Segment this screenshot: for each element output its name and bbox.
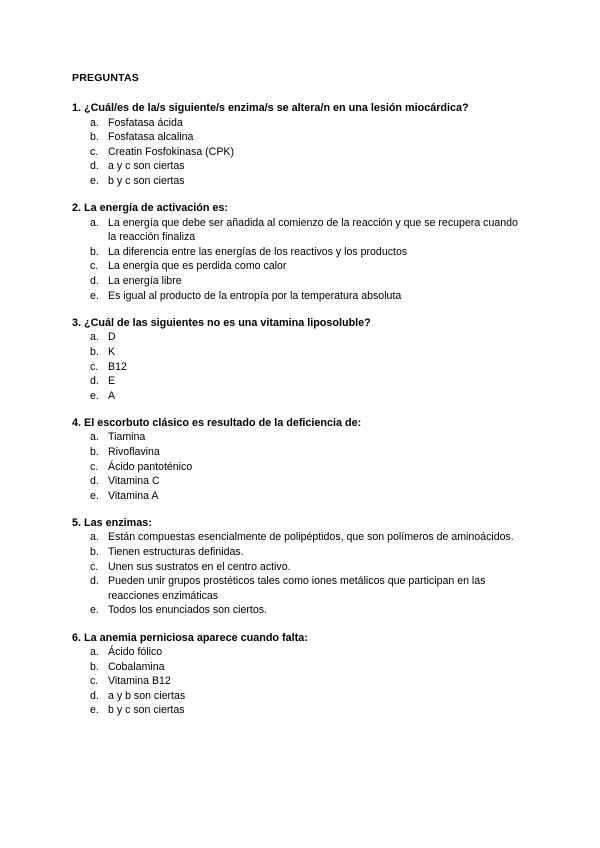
- option-letter: a.: [90, 431, 99, 444]
- option-letter: b.: [90, 445, 99, 458]
- question-5: [72, 516, 528, 618]
- answer-option: [72, 703, 528, 718]
- option-letter: c.: [90, 260, 99, 273]
- answer-option: [72, 360, 528, 375]
- answer-option: [72, 245, 528, 260]
- answer-option: [72, 645, 528, 660]
- answer-option: [72, 674, 528, 689]
- option-letter: d.: [90, 575, 99, 588]
- option-letter: c.: [90, 360, 99, 373]
- answer-options: [72, 645, 528, 718]
- answer-option: [72, 474, 528, 489]
- answer-option: [72, 274, 528, 289]
- option-text: La energía que debe ser añadida al comienzo de la reacción y que se recupera cuando la reacción finaliza: [108, 216, 518, 244]
- answer-option: [72, 330, 528, 345]
- option-text: Unen sus sustratos en el centro activo.: [108, 560, 291, 573]
- answer-options: [72, 330, 528, 403]
- option-letter: b.: [90, 546, 99, 559]
- answer-option: [72, 430, 528, 445]
- answer-option: [72, 574, 528, 603]
- option-text: Creatin Fosfokinasa (CPK): [108, 145, 234, 158]
- option-letter: e.: [90, 704, 99, 717]
- option-letter: e.: [90, 489, 99, 502]
- answer-option: [72, 489, 528, 504]
- question-2: [72, 201, 528, 303]
- answer-option: [72, 545, 528, 560]
- question-4: [72, 416, 528, 504]
- answer-option: [72, 530, 528, 545]
- option-text: b y c son ciertas: [108, 174, 185, 187]
- answer-option: [72, 216, 528, 245]
- answer-option: [72, 345, 528, 360]
- answer-option: [72, 560, 528, 575]
- answer-option: [72, 116, 528, 131]
- answer-options: [72, 530, 528, 618]
- option-text: a y c son ciertas: [108, 160, 185, 173]
- question-title: 5. Las enzimas:: [72, 516, 152, 529]
- answer-option: [72, 174, 528, 189]
- option-text: Todos los enunciados son ciertos.: [108, 604, 267, 617]
- option-letter: e.: [90, 604, 99, 617]
- option-letter: d.: [90, 475, 99, 488]
- answer-option: [72, 689, 528, 704]
- answer-option: [72, 445, 528, 460]
- question-list: [72, 101, 528, 731]
- answer-option: [72, 660, 528, 675]
- answer-options: [72, 216, 528, 304]
- option-letter: d.: [90, 275, 99, 288]
- option-letter: a.: [90, 646, 99, 659]
- answer-option: [72, 389, 528, 404]
- option-text: La energía libre: [108, 275, 182, 288]
- option-letter: b.: [90, 131, 99, 144]
- answer-option: [72, 289, 528, 304]
- answer-option: [72, 145, 528, 160]
- option-letter: a.: [90, 331, 99, 344]
- option-text: D: [108, 331, 116, 344]
- question-title: 4. El escorbuto clásico es resultado de la deficiencia de:: [72, 416, 362, 429]
- answer-option: [72, 374, 528, 389]
- option-letter: e.: [90, 289, 99, 302]
- question-title: 6. La anemia perniciosa aparece cuando falta:: [72, 631, 308, 644]
- option-text: b y c son ciertas: [108, 704, 185, 717]
- question-3: [72, 316, 528, 404]
- option-letter: b.: [90, 245, 99, 258]
- option-text: Pueden unir grupos prostéticos tales como iones metálicos que participan en las reacciones enzimáticas: [108, 575, 486, 602]
- option-text: Tiamina: [108, 431, 146, 444]
- question-title: 1. ¿Cuál/es de la/s siguiente/s enzima/s se altera/n en una lesión miocárdica?: [72, 102, 469, 114]
- option-letter: a.: [90, 216, 99, 229]
- option-letter: b.: [90, 660, 99, 673]
- answer-options: [72, 116, 528, 189]
- page-heading: PREGUNTAS: [72, 72, 139, 84]
- option-text: Tienen estructuras definidas.: [108, 546, 244, 559]
- answer-option: [72, 130, 528, 145]
- option-letter: a.: [90, 116, 99, 129]
- question-6: [72, 631, 528, 719]
- option-letter: d.: [90, 375, 99, 388]
- option-letter: c.: [90, 675, 99, 688]
- option-text: La energía que es perdida como calor: [108, 260, 287, 273]
- option-text: Ácido pantoténico: [108, 460, 193, 473]
- option-text: A: [108, 389, 116, 402]
- option-text: Fosfatasa ácida: [108, 116, 183, 129]
- option-letter: c.: [90, 460, 99, 473]
- option-text: Cobalamina: [108, 660, 165, 673]
- option-text: Vitamina B12: [108, 675, 171, 688]
- option-letter: e.: [90, 174, 99, 187]
- option-letter: e.: [90, 389, 99, 402]
- option-text: B12: [108, 360, 127, 373]
- option-letter: a.: [90, 531, 99, 544]
- option-letter: b.: [90, 345, 99, 358]
- option-text: a y b son ciertas: [108, 689, 186, 702]
- option-text: Vitamina A: [108, 489, 159, 502]
- option-text: K: [108, 345, 116, 358]
- option-text: Ácido fólico: [108, 646, 163, 659]
- option-text: Es igual al producto de la entropía por la temperatura absoluta: [108, 289, 402, 302]
- question-1: [72, 101, 528, 189]
- option-text: E: [108, 375, 116, 388]
- answer-option: [72, 159, 528, 174]
- option-letter: d.: [90, 689, 99, 702]
- question-title: 2. La energía de activación es:: [72, 202, 229, 215]
- answer-option: [72, 460, 528, 475]
- option-text: La diferencia entre las energías de los reactivos y los productos: [108, 245, 408, 258]
- answer-options: [72, 430, 528, 503]
- question-title: 3. ¿Cuál de las siguientes no es una vitamina liposoluble?: [72, 316, 371, 329]
- option-letter: d.: [90, 160, 99, 173]
- option-text: Vitamina C: [108, 475, 160, 488]
- option-letter: c.: [90, 145, 99, 158]
- answer-option: [72, 259, 528, 274]
- option-text: Están compuestas esencialmente de polipéptidos, que son polímeros de aminoácidos.: [108, 531, 514, 544]
- option-text: Rivoflavina: [108, 445, 160, 458]
- option-text: Fosfatasa alcalina: [108, 131, 194, 144]
- option-letter: c.: [90, 560, 99, 573]
- answer-option: [72, 603, 528, 618]
